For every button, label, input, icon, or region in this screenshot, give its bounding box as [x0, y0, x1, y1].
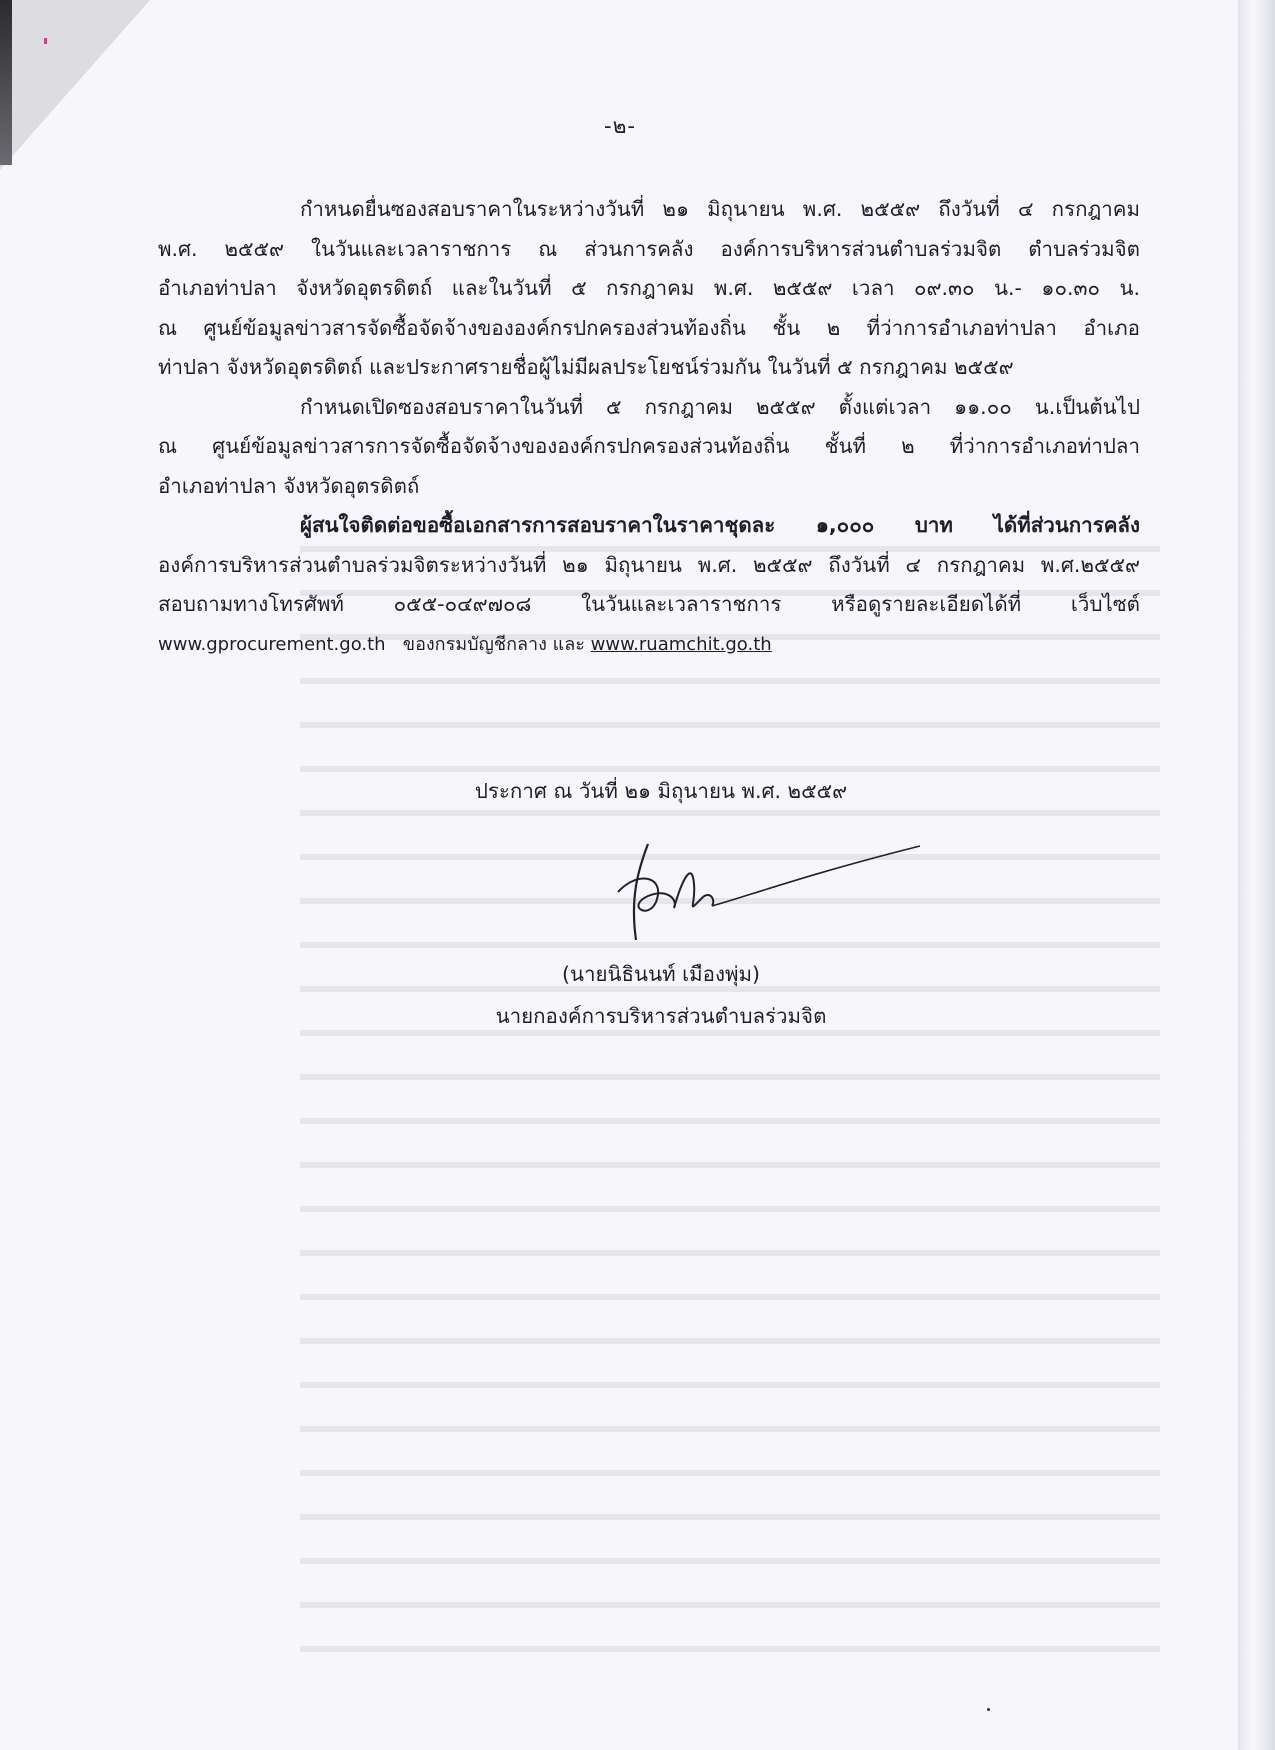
submission-paragraph: [158, 190, 1140, 388]
announcement-date: ประกาศ ณ วันที่ ๒๑ มิถุนายน พ.ศ. ๒๕๕๙: [474, 779, 848, 803]
opening-paragraph: [158, 388, 1140, 507]
page-number: -๒-: [604, 114, 636, 138]
signer-name: (นายนิธินนท์ เมืองพุ่ม): [562, 962, 760, 986]
signature: [608, 840, 928, 950]
url-line: [158, 625, 1140, 665]
ruamchit-url-link[interactable]: www.ruamchit.go.th: [590, 633, 772, 655]
paragraph-line: อำเภอท่าปลา จังหวัดอุตรดิตถ์ และในวันที่ ๕ กรกฎาคม พ.ศ. ๒๕๕๙ เวลา ๐๙.๓๐ น.- ๑๐.๓๐ น.: [158, 276, 1140, 300]
url-connector-text: ของกรมบัญชีกลาง และ: [402, 633, 585, 655]
paragraph-line: กำหนดเปิดซองสอบราคาในวันที่ ๕ กรกฎาคม ๒๕๕๙ ตั้งแต่เวลา ๑๑.๐๐ น.เป็นต้นไป: [300, 394, 1140, 419]
gprocurement-url: www.gprocurement.go.th: [158, 633, 386, 655]
paragraph-line: กำหนดยื่นซองสอบราคาในระหว่างวันที่ ๒๑ มิถุนายน พ.ศ. ๒๕๕๙ ถึงวันที่ ๔ กรกฎาคม: [300, 197, 1140, 221]
document-body: [158, 190, 1140, 664]
ink-speck: [987, 1708, 990, 1711]
paragraph-line: อำเภอท่าปลา จังหวัดอุตรดิตถ์: [158, 473, 420, 498]
paragraph-line: พ.ศ. ๒๕๕๙ ในวันและเวลาราชการ ณ ส่วนการคลัง องค์การบริหารส่วนตำบลร่วมจิต ตำบลร่วมจิต: [158, 236, 1140, 261]
show-through-text: [300, 520, 1160, 1680]
ink-mark: [44, 38, 47, 44]
paragraph-line: ท่าปลา จังหวัดอุตรดิตถ์ และประกาศรายชื่อผู้ไม่มีผลประโยชน์ร่วมกัน ในวันที่ ๕ กรกฎาคม ๒๕๕๙: [158, 355, 1014, 379]
purchase-paragraph: [158, 506, 1140, 664]
paragraph-line: สอบถามทางโทรศัพท์ ๐๕๕-๐๔๙๗๐๘ ในวันและเวลาราชการ หรือดูรายละเอียดได้ที่ เว็บไซต์: [158, 592, 1140, 616]
underlying-page-edge: [1240, 0, 1275, 1750]
folded-corner: [0, 0, 150, 170]
paragraph-line: ณ ศูนย์ข้อมูลข่าวสารการจัดซื้อจัดจ้างขององค์กรปกครองส่วนท้องถิ่น ชั้นที่ ๒ ที่ว่าการอำเภอท่าปลา: [158, 434, 1140, 458]
paragraph-line: องค์การบริหารส่วนตำบลร่วมจิตระหว่างวันที่ ๒๑ มิถุนายน พ.ศ. ๒๕๕๙ ถึงวันที่ ๔ กรกฎาคม พ.ศ.๒๕๕๙: [158, 552, 1140, 577]
paragraph-line: ผู้สนใจติดต่อขอซื้อเอกสารการสอบราคาในราคาชุดละ ๑,๐๐๐ บาท ได้ที่ส่วนการคลัง: [300, 513, 1140, 537]
paragraph-line: ณ ศูนย์ข้อมูลข่าวสารจัดซื้อจัดจ้างขององค์กรปกครองส่วนท้องถิ่น ชั้น ๒ ที่ว่าการอำเภอท่าปลา อำเภอ: [158, 315, 1140, 340]
signer-title: นายกองค์การบริหารส่วนตำบลร่วมจิต: [495, 1004, 827, 1028]
